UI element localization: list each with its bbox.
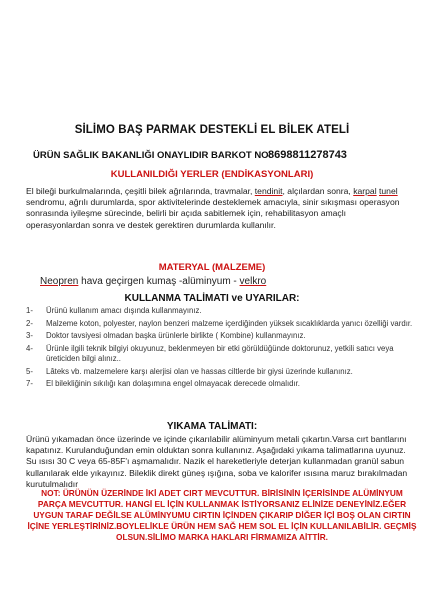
usage-heading: KULLANMA TALİMATI ve UYARILAR: bbox=[124, 293, 300, 304]
list-item bbox=[26, 331, 418, 342]
list-item-number: 3- bbox=[26, 331, 33, 340]
list-item-number: 1- bbox=[26, 306, 33, 315]
indications-text-part2: , alçılardan sonra, bbox=[282, 186, 354, 196]
washing-heading: YIKAMA TALİMATI: bbox=[166, 421, 258, 432]
indications-text bbox=[26, 186, 412, 231]
indications-term-tunel: tunel bbox=[379, 186, 398, 196]
list-item bbox=[26, 367, 418, 378]
list-item bbox=[26, 344, 418, 365]
list-item-text: El bilekliğinin sıkılığı kan dolaşımına engel olmayacak derecede olmalıdır. bbox=[46, 379, 300, 388]
list-item-text: Ürünle ilgili teknik bilgiyi okuyunuz, beklenmeyen bir etki görüldüğünde doktorunuz, yetkili satıcı veya üreticiden bilgi alınız.. bbox=[46, 343, 394, 363]
material-term-velkro: velkro bbox=[239, 276, 267, 287]
list-item-number: 4- bbox=[26, 343, 33, 353]
list-item-number: 2- bbox=[26, 318, 33, 328]
indications-term-tendinit: tendinit bbox=[254, 186, 283, 196]
note-text: NOT: ÜRÜNÜN ÜZERİNDE İKİ ADET CIRT MEVCUTTUR. BİRİSİNİN İÇERİSİNDE ALÜMİNYUM PARÇA MEVCUTTUR. HANGİ EL İÇİN KULLANMAK İSTİYORSANIZ ELİNİZE DENEYİNİZ.EĞER UYGUN TARAF DEĞİLSE ALÜMİNYUMU CIRTIN İÇİNDEN ÇIKARIP DİĞER İÇİ BOŞ OLAN CIRTIN İÇİNE YERLEŞTİRİNİZ.BOYLELİKLE ÜRÜN HEM SAĞ HEM SOL EL İÇİN KULLANILABİLİR. GEÇMİŞ OLSUN.SİLİMO MARKA HAKLARI FİRMAMIZA AİTTİR. bbox=[27, 488, 417, 542]
list-item bbox=[26, 306, 418, 317]
document-title: SİLİMO BAŞ PARMAK DESTEKLİ EL BİLEK ATELİ bbox=[74, 124, 350, 136]
list-item bbox=[26, 379, 418, 390]
barcode-line bbox=[33, 150, 413, 161]
list-item-text: Lâteks vb. malzemelere karşı alerjisi olan ve hassas ciltlerde bir giysi üzerinde kullanınız. bbox=[46, 366, 353, 376]
barcode-number: 8698811278743 bbox=[268, 149, 347, 161]
list-item-number: 5- bbox=[26, 366, 33, 376]
washing-text: Ürünü yıkamadan önce üzerinde ve içinde çıkarılabilir alüminyum metali çıkartın.Varsa cırt bantlarını kapatınız. Kurulanduğundan emin olduktan sonra kullanınız. Aşağıdaki yıkama talimatlarına uyunuz. Su ısısı 30 C veya 65-85F'ı aşmamalıdır. Nazik el hareketleriyle deterjan kullanmadan granül sabun kullanılarak elde yıkayınız. Bileklik direkt güneş ışığına, soba ve kalorifer ısısına maruz bırakılmadan kurutulmalıdır bbox=[26, 434, 408, 489]
barcode-label: ÜRÜN SAĞLIK BAKANLIĞI ONAYLIDIR BARKOT NO: bbox=[33, 150, 272, 161]
list-item bbox=[26, 319, 418, 330]
indications-heading: KULLANILDIĞI YERLER (ENDİKASYONLARI) bbox=[110, 169, 314, 180]
material-text-body: hava geçirgen kumaş -alüminyum - bbox=[78, 276, 240, 287]
material-text bbox=[40, 276, 266, 287]
list-item-text: Malzeme koton, polyester, naylon benzeri malzeme içerdiğinden yüksek sıcaklıklarda yanıcı özelliği vardır. bbox=[46, 318, 413, 328]
indications-term-karpal: karpal bbox=[353, 186, 377, 196]
indications-text-part1: El bileği burkulmalarında, çeşitli bilek ağrılarında, travmalar, bbox=[26, 186, 255, 196]
material-heading: MATERYAL (MALZEME) bbox=[158, 262, 266, 273]
indications-text-part3: sendromu, ağrılı durumlarda, spor aktivitelerinde desteklemek amacıyla, sinir sıkışması operasyon sonrasında iyileşme sürecinde, belirli bir açıda sabitlemek için, rehabilitasyon amaçlı operasyonlardan sonra ve destek gerektiren durumlarda kullanılır. bbox=[26, 197, 400, 230]
list-item-number: 7- bbox=[26, 379, 33, 388]
list-item-text: Doktor tavsiyesi olmadan başka ürünlerle birlikte ( Kombine) kullanmayınız. bbox=[46, 331, 306, 340]
material-term-neopren: Neopren bbox=[40, 276, 79, 287]
usage-list bbox=[26, 306, 418, 390]
list-item-text: Ürünü kullanım amacı dışında kullanmayınız. bbox=[46, 306, 202, 315]
